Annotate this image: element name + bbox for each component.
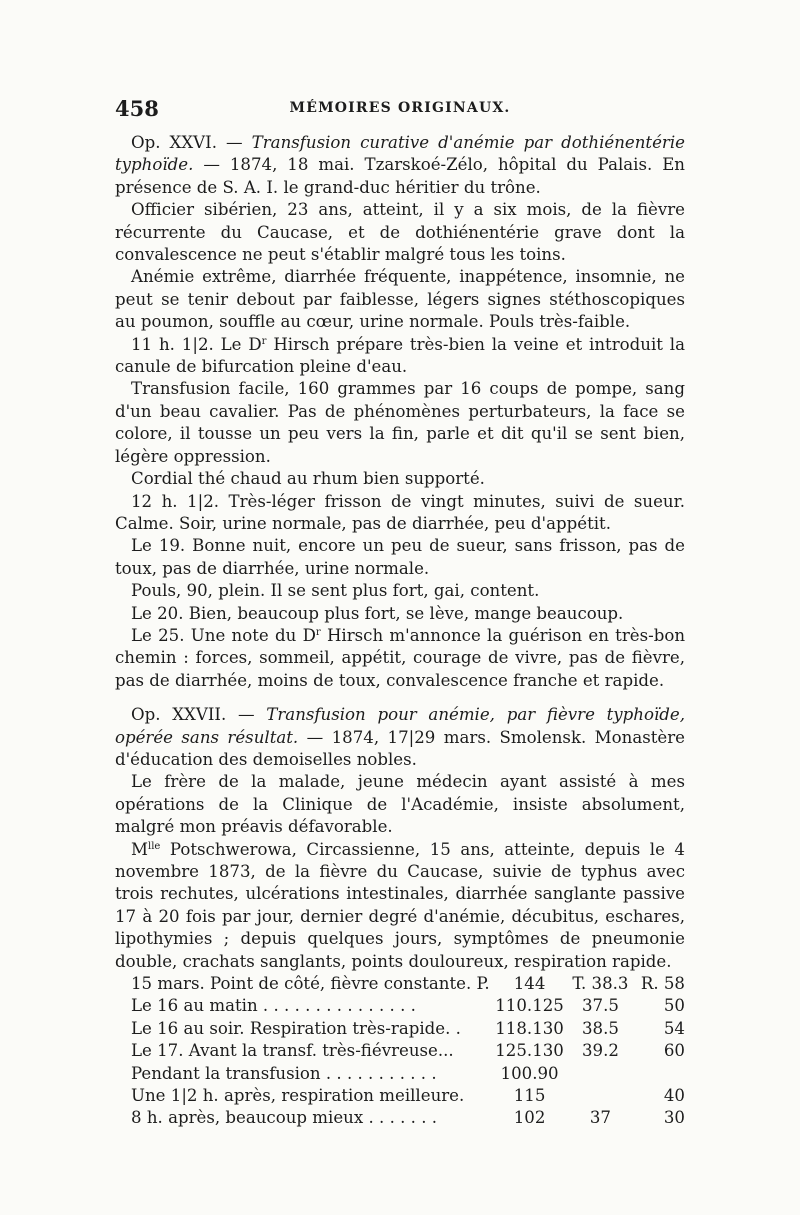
- table-row: [115, 1040, 685, 1062]
- table-cell-r: R. 58: [640, 974, 685, 994]
- case-27-meta: — 1874, 17|29 mars. Smolensk. Monastère d'éducation des demoiselles nobles.: [115, 727, 686, 769]
- table-cell-t: 39.2: [581, 1041, 619, 1061]
- table-row: [115, 973, 685, 995]
- case-26-paragraph: Transfusion facile, 160 grammes par 16 coups de pompe, sang d'un beau cavalier. Pas de phénomènes perturbateurs, la face se colore, il tousse un peu vers la fin, parle et dit qu'il se sent bien, légère oppression.: [115, 379, 685, 466]
- case-26-paragraph: 12 h. 1|2. Très-léger frisson de vingt minutes, suivi de sueur. Calme. Soir, urine normale, pas de diarrhée, peu d'appétit.: [115, 491, 685, 533]
- table-cell-t: 37: [589, 1108, 611, 1128]
- table-cell-label: Le 16 au soir. Respiration très-rapide. .: [131, 1018, 461, 1038]
- table-cell-label: Une 1|2 h. après, respiration meilleure.: [131, 1086, 465, 1106]
- table-cell-p: 144: [513, 974, 546, 994]
- table-cell-r: [633, 1063, 685, 1085]
- case-27-paragraph: $M^{lle}$ Potschwerowa, Circassienne, 15 ans, atteinte, depuis le 4 novembre 1873, de la fièvre du Caucase, suivie de typhus avec trois rechutes, ulcérations intestinales, diarrhée sanglante passive 17 à 20 fois par jour, dernier degré d'anémie, décubitus, eschares, lipothymies ; depuis quelques jours, symptômes de pneumonie double, crachats sanglants, points douloureux, respiration rapide.: [115, 839, 685, 971]
- table-row: [115, 995, 685, 1017]
- table-cell-p: 100.90: [500, 1063, 559, 1083]
- table-cell-t: 38.5: [581, 1018, 619, 1038]
- table-row: [115, 1107, 685, 1129]
- case-26-meta: — 1874, 18 mai. Tzarskoé-Zélo, hôpital du Palais. En présence de S. A. I. le grand-duc héritier du trône.: [115, 155, 685, 197]
- table-cell-r: 60: [663, 1041, 685, 1061]
- case-26-paragraph: Anémie extrême, diarrhée fréquente, inappétence, insomnie, ne peut se tenir debout par faiblesse, légers signes stéthoscopiques au poumon, souffle au cœur, urine normale. Pouls très-faible.: [115, 267, 685, 332]
- table-cell-p: 115: [513, 1086, 546, 1106]
- case-27-paragraph: Le frère de la malade, jeune médecin ayant assisté à mes opérations de la Clinique de l'Académie, insiste absolument, malgré mon préavis défavorable.: [115, 772, 685, 837]
- case-27-heading: [115, 704, 685, 771]
- table-cell-label: Pendant la transfusion . . . . . . . . . . .: [131, 1063, 437, 1083]
- vital-signs-table: [115, 973, 685, 1130]
- case-26-title: Transfusion curative d'anémie par dothiénentérie typhoïde.: [115, 133, 685, 175]
- table-cell-label: 8 h. après, beaucoup mieux . . . . . . .: [131, 1108, 438, 1128]
- case-27-title: Transfusion pour anémie, par fièvre typhoïde, opérée sans résultat.: [115, 705, 685, 747]
- page-body: [115, 132, 685, 1130]
- table-cell-p: 110.125: [495, 996, 564, 1016]
- table-cell-r: 30: [663, 1108, 685, 1128]
- table-cell-t: [567, 1085, 633, 1107]
- case-27-label: Op. XXVII. —: [131, 705, 255, 725]
- case-26-label: Op. XXVI. —: [131, 133, 243, 152]
- table-cell-t: [567, 1063, 633, 1085]
- table-cell-label: 15 mars. Point de côté, fièvre constante. P.: [131, 974, 490, 994]
- table-cell-r: 50: [663, 996, 685, 1016]
- running-head: MÉMOIRES ORIGINAUX.: [289, 100, 511, 116]
- table-row: [115, 1085, 685, 1107]
- case-26-heading: [115, 132, 685, 199]
- table-cell-label: Le 16 au matin . . . . . . . . . . . . . . .: [131, 996, 416, 1016]
- case-26-paragraph: Le 19. Bonne nuit, encore un peu de sueur, sans frisson, pas de toux, pas de diarrhée, urine normale.: [115, 536, 685, 578]
- table-cell-t: T. 38.3: [572, 974, 629, 994]
- table-cell-p: 102: [513, 1108, 546, 1128]
- case-26-paragraph: Le 20. Bien, beaucoup plus fort, se lève, mange beaucoup.: [131, 603, 624, 623]
- table-cell-p: 118.130: [495, 1018, 564, 1038]
- page-number: 458: [115, 96, 159, 121]
- table-row: [115, 1063, 685, 1085]
- page-header: [115, 96, 685, 120]
- table-cell-t: 37.5: [581, 996, 619, 1016]
- case-26-paragraph: 11 h. 1|2. Le $D^r$ Hirsch prépare très-bien la veine et introduit la canule de bifurcation pleine d'eau.: [115, 334, 685, 377]
- table-cell-r: 40: [663, 1086, 685, 1106]
- case-26-paragraph: Pouls, 90, plein. Il se sent plus fort, gai, content.: [131, 581, 540, 601]
- table-cell-r: 54: [663, 1018, 685, 1038]
- case-26-paragraph: Cordial thé chaud au rhum bien supporté.: [131, 469, 485, 489]
- table-cell-p: 125.130: [495, 1041, 564, 1061]
- case-26-paragraph: Officier sibérien, 23 ans, atteint, il y a six mois, de la fièvre récurrente du Caucase, et de dothiénentérie grave dont la convalescence ne peut s'établir malgré tous les toins.: [115, 200, 685, 265]
- case-26-paragraph: Le 25. Une note du $D^r$ Hirsch m'annonce la guérison en très-bon chemin : forces, sommeil, appétit, courage de vivre, pas de fièvre, pas de diarrhée, moins de toux, convalescence franche et rapide.: [115, 625, 686, 690]
- table-cell-label: Le 17. Avant la transf. très-fiévreuse...: [131, 1041, 454, 1061]
- table-row: [115, 1018, 685, 1040]
